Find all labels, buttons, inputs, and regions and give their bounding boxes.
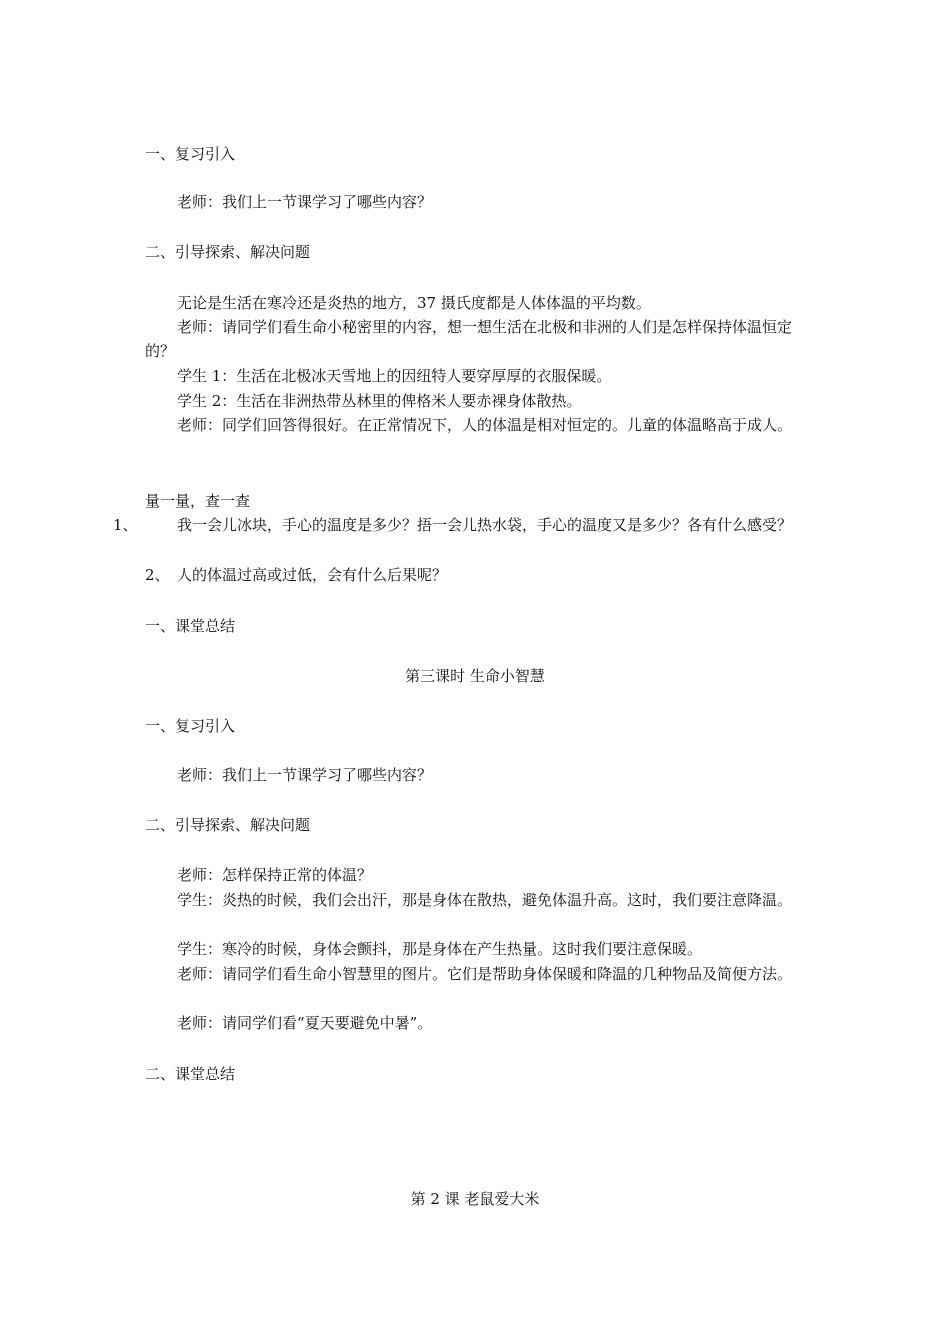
item-text: 人的体温过高或过低，会有什么后果呢？ xyxy=(177,566,448,584)
section-heading-review: 一、复习引入 xyxy=(145,717,236,735)
section-heading-explore: 二、引导探索、解决问题 xyxy=(145,243,311,261)
item-text: 我一会儿冰块，手心的温度是多少？捂一会儿热水袋，手心的温度又是多少？各有什么感受？ xyxy=(177,516,793,534)
section-heading-review: 一、复习引入 xyxy=(145,145,236,163)
paragraph-body-temperature: 无论是生活在寒冷还是炎热的地方，37 摄氏度都是人体体温的平均数。 xyxy=(177,294,651,312)
paragraph-student-hot: 学生：炎热的时候，我们会出汗，那是身体在散热，避免体温升高。这时，我们要注意降温。 xyxy=(177,891,793,909)
item-number: 2、 xyxy=(145,566,170,584)
activity-item-2 xyxy=(145,563,810,587)
paragraph-teacher-heatstroke: 老师：请同学们看“夏天要避免中暑”。 xyxy=(177,1014,433,1032)
paragraph-student-2: 学生 2：生活在非洲热带丛林里的俾格米人要赤裸身体散热。 xyxy=(177,392,582,410)
section-heading-explore: 二、引导探索、解决问题 xyxy=(145,816,311,834)
teacher-question: 老师：我们上一节课学习了哪些内容？ xyxy=(177,193,433,211)
paragraph-student-1: 学生 1：生活在北极冰天雪地上的因纽特人要穿厚厚的衣服保暖。 xyxy=(177,367,612,385)
paragraph-teacher-question: 老师：怎样保持正常的体温？ xyxy=(177,866,373,884)
item-number: 1、 xyxy=(113,516,138,534)
teacher-question: 老师：我们上一节课学习了哪些内容？ xyxy=(177,766,433,784)
section-heading-summary: 一、课堂总结 xyxy=(145,617,236,635)
activity-item-1 xyxy=(113,513,842,537)
paragraph-student-cold: 学生：寒冷的时候，身体会颤抖，那是身体在产生热量。这时我们要注意保暖。 xyxy=(177,940,703,958)
paragraph-teacher-prompt: 老师：请同学们看生命小秘密里的内容，想一想生活在北极和非洲的人们是怎样保持体温恒定的？ xyxy=(145,318,793,360)
section-heading-summary: 二、课堂总结 xyxy=(145,1065,236,1083)
lesson-title: 第三课时 生命小智慧 xyxy=(405,667,545,685)
activity-title: 量一量，查一查 xyxy=(145,492,251,510)
paragraph-teacher-summary: 老师：同学们回答得很好。在正常情况下，人的体温是相对恒定的。儿童的体温略高于成人。 xyxy=(177,416,793,434)
paragraph-teacher-images: 老师：请同学们看生命小智慧里的图片。它们是帮助身体保暖和降温的几种物品及简便方法。 xyxy=(177,965,793,983)
next-lesson-title: 第 2 课 老鼠爱大米 xyxy=(410,1190,540,1208)
